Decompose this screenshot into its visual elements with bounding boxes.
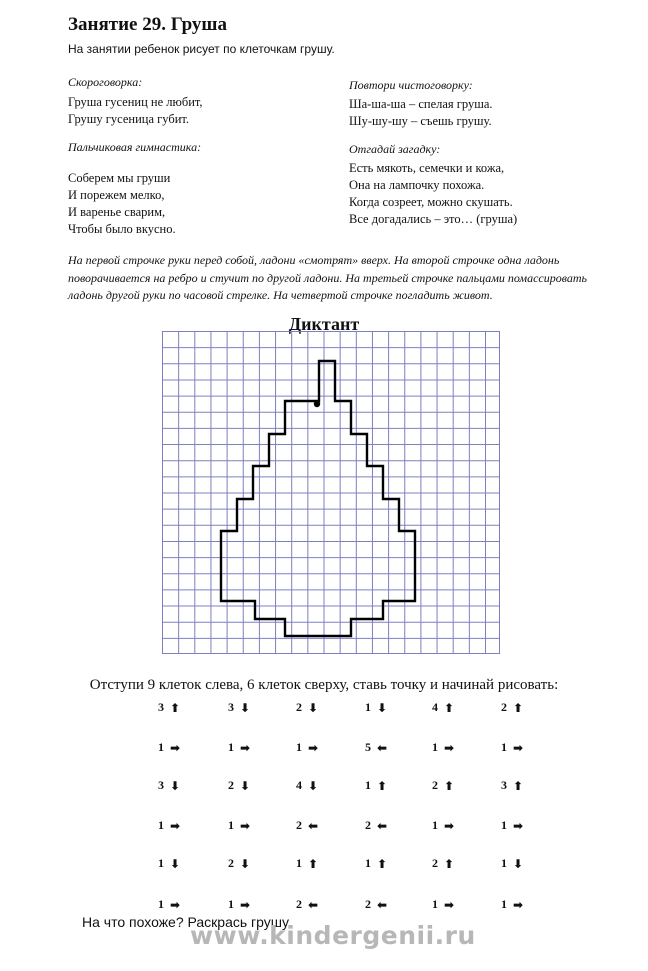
dictation-step [365, 818, 387, 833]
arrow-right-icon: ➡ [513, 818, 524, 833]
step-count: 1 [432, 740, 438, 754]
arrow-up-icon: ⬆ [444, 856, 455, 871]
dictation-step [365, 700, 387, 715]
arrow-down-icon: ⬇ [170, 856, 181, 871]
gymnastics-instructions: На первой строчке руки перед собой, ладони «смотрят» вверх. На второй строчке одна ладонь поворачивается на ребро и стучит по другой ладони. На третьей строчке пальцами помассировать ладонь другой руки по часовой стрелке. На четвертой строчке погладить живот. [68, 253, 587, 302]
arrow-up-icon: ⬆ [513, 778, 524, 793]
pure-phrase-line: Шу-шу-шу – съешь грушу. [349, 114, 492, 128]
tongue-twister-block [68, 75, 203, 128]
riddle-line: Все догадались – это… (груша) [349, 212, 518, 226]
step-count: 2 [228, 778, 234, 792]
step-count: 3 [158, 700, 164, 714]
finger-gym-block [68, 140, 201, 238]
arrow-up-icon: ⬆ [513, 700, 524, 715]
dictation-step [365, 778, 387, 793]
dictation-step [158, 897, 180, 912]
dictation-step [158, 700, 180, 715]
step-count: 4 [296, 778, 302, 792]
step-count: 3 [228, 700, 234, 714]
arrow-left-icon: ⬅ [377, 818, 388, 833]
arrow-right-icon: ➡ [513, 740, 524, 755]
dictation-step [296, 700, 318, 715]
arrow-down-icon: ⬇ [170, 778, 181, 793]
dictation-step [296, 778, 318, 793]
dictation-step [296, 818, 318, 833]
step-count: 1 [501, 740, 507, 754]
finger-gym-line: И варенье сварим, [68, 205, 166, 219]
step-count: 5 [365, 740, 371, 754]
dictation-step [501, 856, 523, 871]
arrow-up-icon: ⬆ [377, 856, 388, 871]
arrow-right-icon: ➡ [513, 897, 524, 912]
step-count: 1 [501, 897, 507, 911]
dictation-step [158, 818, 180, 833]
dictation-step [228, 778, 250, 793]
pure-phrase-line: Ша-ша-ша – спелая груша. [349, 97, 493, 111]
arrow-right-icon: ➡ [170, 740, 181, 755]
dictation-step [501, 700, 523, 715]
dictation-step [501, 818, 523, 833]
arrow-down-icon: ⬇ [240, 778, 251, 793]
dictation-step [432, 778, 454, 793]
dictation-step [158, 778, 180, 793]
step-count: 1 [296, 740, 302, 754]
step-count: 1 [365, 856, 371, 870]
arrow-up-icon: ⬆ [444, 778, 455, 793]
dictation-step [432, 856, 454, 871]
step-count: 1 [158, 740, 164, 754]
step-count: 2 [432, 778, 438, 792]
dictation-step [228, 897, 250, 912]
step-count: 2 [365, 897, 371, 911]
dictation-step [432, 700, 454, 715]
riddle-heading: Отгадай загадку: [349, 142, 441, 156]
tongue-twister-line: Грушу гусеница губит. [68, 112, 190, 126]
start-point [314, 401, 320, 407]
step-count: 2 [432, 856, 438, 870]
dictation-title: Диктант [288, 314, 360, 334]
step-count: 4 [432, 700, 438, 714]
arrow-left-icon: ⬅ [308, 897, 319, 912]
step-count: 1 [228, 818, 234, 832]
dictation-step [501, 778, 523, 793]
step-count: 1 [158, 818, 164, 832]
step-count: 2 [296, 700, 302, 714]
dictation-step [501, 740, 523, 755]
arrow-left-icon: ⬅ [377, 740, 388, 755]
arrow-up-icon: ⬆ [170, 700, 181, 715]
dictation-step [158, 856, 180, 871]
lesson-subtitle: На занятии ребенок рисует по клеточкам грушу. [68, 42, 335, 56]
step-count: 1 [365, 778, 371, 792]
riddle-block [349, 142, 517, 228]
riddle-line: Она на лампочку похожа. [349, 178, 485, 192]
dictation-step [158, 740, 180, 755]
dictation-step [432, 818, 454, 833]
step-count: 2 [365, 818, 371, 832]
dictation-step [365, 856, 387, 871]
pure-phrase-block [349, 78, 493, 130]
tongue-twister-line: Груша гусениц не любит, [68, 95, 203, 109]
arrow-right-icon: ➡ [444, 740, 455, 755]
riddle-line: Когда созреет, можно скушать. [349, 195, 513, 209]
tongue-twister-heading: Скороговорка: [68, 75, 143, 89]
dictation-step [228, 740, 250, 755]
arrow-left-icon: ⬅ [308, 818, 319, 833]
finger-gym-line: И порежем мелко, [68, 188, 165, 202]
arrow-right-icon: ➡ [444, 897, 455, 912]
step-count: 3 [501, 778, 507, 792]
arrow-down-icon: ⬇ [377, 700, 388, 715]
step-count: 1 [296, 856, 302, 870]
dictation-step [296, 740, 318, 755]
arrow-right-icon: ➡ [444, 818, 455, 833]
step-count: 1 [158, 856, 164, 870]
dictation-step [296, 897, 318, 912]
step-count: 1 [432, 818, 438, 832]
arrow-up-icon: ⬆ [377, 778, 388, 793]
arrow-down-icon: ⬇ [308, 700, 319, 715]
arrow-up-icon: ⬆ [308, 856, 319, 871]
dictation-step [501, 897, 523, 912]
dictation-step [432, 897, 454, 912]
closing-question: На что похоже? Раскрась грушу. [82, 914, 292, 930]
dictation-step [228, 700, 250, 715]
grid-lines [162, 331, 500, 654]
pure-phrase-heading: Повтори чистоговорку: [349, 78, 473, 92]
step-count: 1 [158, 897, 164, 911]
arrow-up-icon: ⬆ [444, 700, 455, 715]
step-count: 1 [501, 856, 507, 870]
arrow-right-icon: ➡ [240, 740, 251, 755]
dictation-instruction: Отступи 9 клеток слева, 6 клеток сверху, ставь точку и начинай рисовать: [89, 677, 559, 693]
arrow-down-icon: ⬇ [513, 856, 524, 871]
step-count: 2 [501, 700, 507, 714]
arrow-left-icon: ⬅ [377, 897, 388, 912]
step-count: 1 [228, 897, 234, 911]
finger-gym-heading: Пальчиковая гимнастика: [68, 140, 202, 154]
dictation-step [365, 897, 387, 912]
step-count: 2 [228, 856, 234, 870]
step-count: 3 [158, 778, 164, 792]
dictation-step [432, 740, 454, 755]
arrow-right-icon: ➡ [170, 818, 181, 833]
lesson-title: Занятие 29. Груша [68, 14, 227, 35]
arrow-right-icon: ➡ [308, 740, 319, 755]
step-count: 1 [501, 818, 507, 832]
arrow-down-icon: ⬇ [308, 778, 319, 793]
step-count: 2 [296, 897, 302, 911]
site-watermark: www.kindergenii.ru [190, 921, 476, 950]
arrow-down-icon: ⬇ [240, 856, 251, 871]
arrow-right-icon: ➡ [170, 897, 181, 912]
dictation-step [228, 818, 250, 833]
step-count: 1 [432, 897, 438, 911]
step-count: 1 [365, 700, 371, 714]
step-count: 1 [228, 740, 234, 754]
riddle-line: Есть мякоть, семечки и кожа, [349, 161, 505, 175]
arrow-right-icon: ➡ [240, 897, 251, 912]
arrow-down-icon: ⬇ [240, 700, 251, 715]
finger-gym-line: Соберем мы груши [68, 171, 171, 185]
step-count: 2 [296, 818, 302, 832]
dictation-step [365, 740, 387, 755]
dictation-step [228, 856, 250, 871]
arrow-right-icon: ➡ [240, 818, 251, 833]
dictation-step [296, 856, 318, 871]
drawing-grid [162, 331, 500, 654]
finger-gym-line: Чтобы было вкусно. [68, 222, 176, 236]
